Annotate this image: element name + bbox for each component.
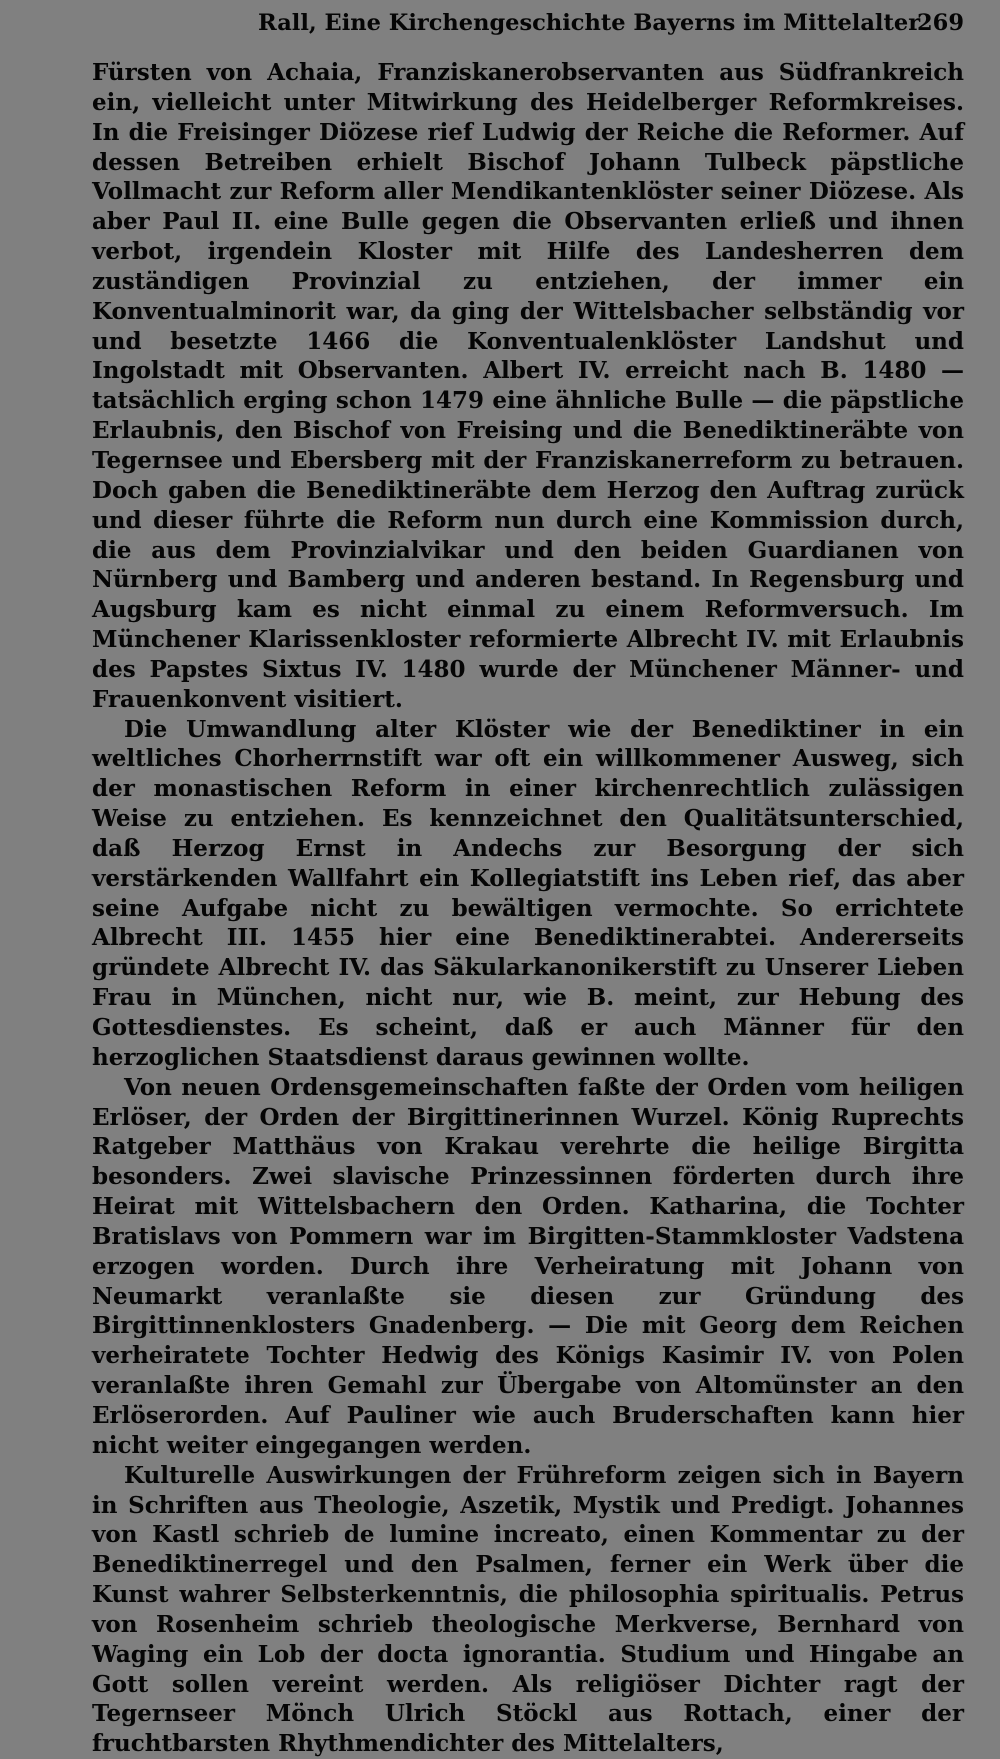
paragraph: Fürsten von Achaia, Franziskanerobservanten aus Südfrankreich ein, vielleicht unter Mitwirkung des Heidelberger Reformkreises. In die Freisinger Diözese rief Ludwig der Reiche die Reformer. Auf dessen Betreiben erhielt Bischof Johann Tulbeck päpstliche Vollmacht zur Reform aller Mendikantenklöster seiner Diözese. Als aber Paul II. eine Bulle gegen die Observanten erließ und ihnen verbot, irgendein Kloster mit Hilfe des Landesherren dem zuständigen Provinzial zu entziehen, der immer ein Konventualminorit war, da ging der Wittelsbacher selbständig vor und besetzte 1466 die Konventualenklöster Landshut und Ingolstadt mit Observanten. Albert IV. erreicht nach B. 1480 — tatsächlich erging schon 1479 eine ähnliche Bulle — die päpstliche Erlaubnis, den Bischof von Freising und die Benediktineräbte von Tegernsee und Ebersberg mit der Franziskanerreform zu betrauen. Doch gaben die Benediktineräbte dem Herzog den Auftrag zurück und dieser führte die Reform nun durch eine Kommission durch, die aus dem Provinzialvikar und den beiden Guardianen von Nürnberg und Bamberg und anderen bestand. In Regensburg und Augsburg kam es nicht einmal zu einem Reformversuch. Im Münchener Klarissenkloster reformierte Albrecht IV. mit Erlaubnis des Papstes Sixtus IV. 1480 wurde der Münchener Männer- und Frauenkonvent visitiert.	[92, 59, 964, 713]
running-title: Rall, Eine Kirchengeschichte Bayerns im Mittelalter	[258, 10, 921, 36]
page-number: 269	[917, 10, 964, 36]
paragraph: Von neuen Ordensgemeinschaften faßte der Orden vom heiligen Erlöser, der Orden der Birgittinerinnen Wurzel. König Ruprechts Ratgeber Matthäus von Krakau verehrte die heilige Birgitta besonders. Zwei slavische Prinzessinnen förderten durch ihre Heirat mit Wittelsbachern den Orden. Katharina, die Tochter Bratislavs von Pommern war im Birgitten-Stammkloster Vadstena erzogen worden. Durch ihre Verheiratung mit Johann von Neumarkt veranlaßte sie diesen zur Gründung des Birgittinnenklosters Gnadenberg. — Die mit Georg dem Reichen verheiratete Tochter Hedwig des Königs Kasimir IV. von Polen veranlaßte ihren Gemahl zur Übergabe von Altomünster an den Erlöserorden. Auf Pauliner wie auch Bruderschaften kann hier nicht weiter eingegangen werden.	[92, 1073, 964, 1459]
body-text	[92, 58, 964, 1759]
running-header	[92, 6, 964, 40]
paragraph: Die Umwandlung alter Klöster wie der Benediktiner in ein weltliches Chorherrnstift war oft ein willkommener Ausweg, sich der monastischen Reform in einer kirchenrechtlich zulässigen Weise zu entziehen. Es kennzeichnet den Qualitätsunterschied, daß Herzog Ernst in Andechs zur Besorgung der sich verstärkenden Wallfahrt ein Kollegiatstift ins Leben rief, das aber seine Aufgabe nicht zu bewältigen vermochte. So errichtete Albrecht III. 1455 hier eine Benediktinerabtei. Andererseits gründete Albrecht IV. das Säkularkanonikerstift zu Unserer Lieben Frau in München, nicht nur, wie B. meint, zur Hebung des Gottesdienstes. Es scheint, daß er auch Männer für den herzoglichen Staatsdienst daraus gewinnen wollte.	[92, 715, 964, 1071]
paragraph: Kulturelle Auswirkungen der Frühreform zeigen sich in Bayern in Schriften aus Theologie, Aszetik, Mystik und Predigt. Johannes von Kastl schrieb de lumine increato, einen Kommentar zu der Benediktinerregel und den Psalmen, ferner ein Werk über die Kunst wahrer Selbsterkenntnis, die philosophia spiritualis. Petrus von Rosenheim schrieb theologische Merkverse, Bernhard von Waging ein Lob der docta ignorantia. Studium und Hingabe an Gott sollen vereint werden. Als religiöser Dichter ragt der Tegernseer Mönch Ulrich Stöckl aus Rottach, einer der fruchtbarsten Rhythmendichter des Mittelalters,	[92, 1461, 964, 1758]
